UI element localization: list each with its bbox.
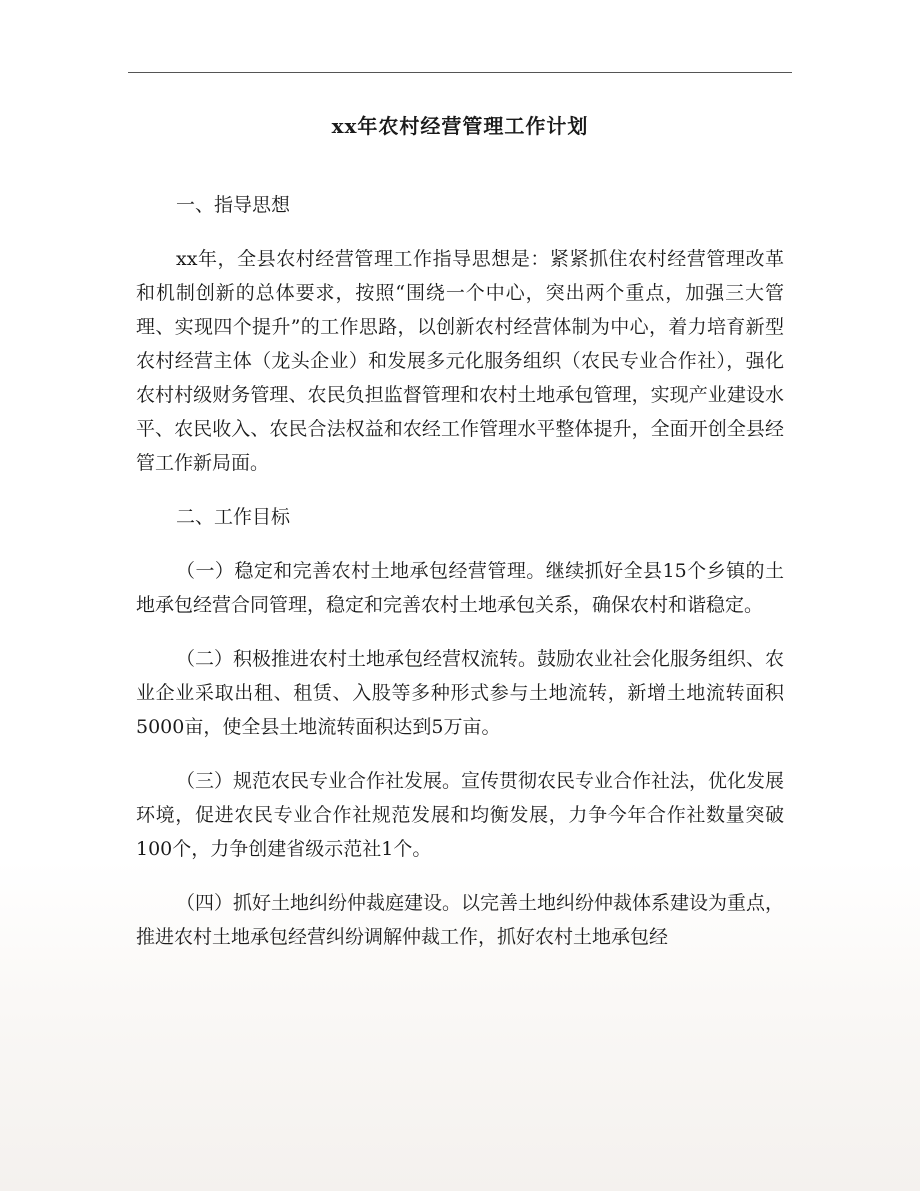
paragraph: （二）积极推进农村土地承包经营权流转。鼓励农业社会化服务组织、农业企业采取出租、租赁、入股等多种形式参与土地流转，新增土地流转面积5000亩，使全县土地流转面积达到5万亩。 — [136, 648, 785, 738]
paragraph: （三）规范农民专业合作社发展。宣传贯彻农民专业合作社法，优化发展环境，促进农民专业合作社规范发展和均衡发展，力争今年合作社数量突破100个，力争创建省级示范社1个。 — [136, 770, 785, 860]
header-rule — [128, 72, 792, 73]
section-guiding-thought — [136, 188, 784, 480]
section-heading: 二、工作目标 — [176, 506, 291, 528]
document-body — [136, 108, 784, 974]
section-heading: 一、指导思想 — [176, 194, 291, 216]
paragraph: （一）稳定和完善农村土地承包经营管理。继续抓好全县15个乡镇的土地承包经营合同管理，稳定和完善农村土地承包关系，确保农村和谐稳定。 — [136, 560, 784, 616]
paragraph: xx年，全县农村经营管理工作指导思想是：紧紧抓住农村经营管理改革和机制创新的总体要求，按照“围绕一个中心，突出两个重点，加强三大管理、实现四个提升”的工作思路，以创新农村经营体制为中心，着力培育新型农村经营主体（龙头企业）和发展多元化服务组织（农民专业合作社），强化农村村级财务管理、农民负担监督管理和农村土地承包管理，实现产业建设水平、农民收入、农民合法权益和农经工作管理水平整体提升，全面开创全县经管工作新局面。 — [136, 248, 784, 474]
section-work-goals — [136, 500, 784, 954]
paragraph: （四）抓好土地纠纷仲裁庭建设。以完善土地纠纷仲裁体系建设为重点，推进农村土地承包经营纠纷调解仲裁工作，抓好农村土地承包经 — [136, 892, 785, 948]
document-title: xx年农村经营管理工作计划 — [331, 114, 589, 138]
